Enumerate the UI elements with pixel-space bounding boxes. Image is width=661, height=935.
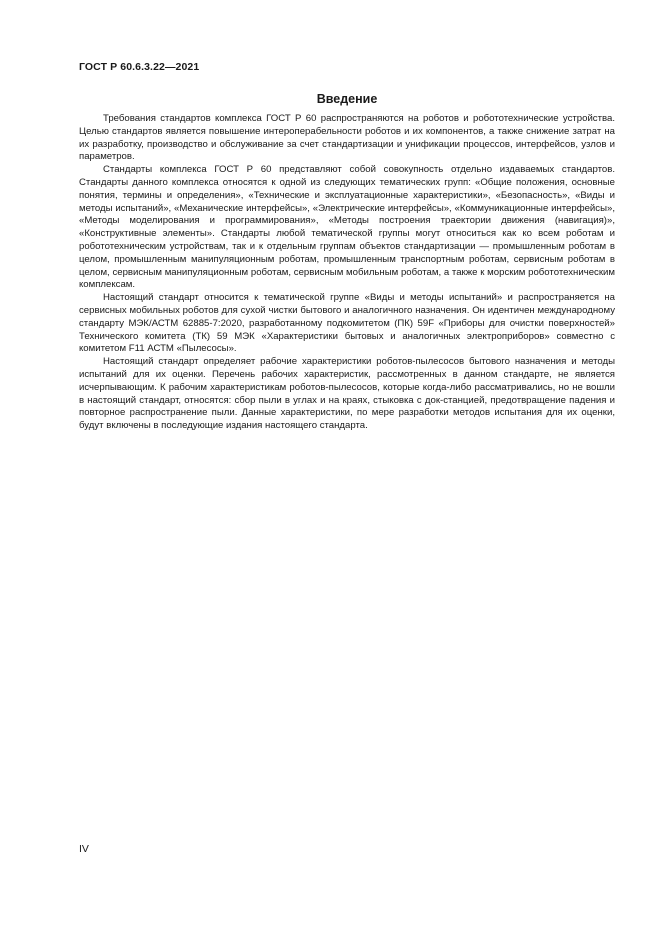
paragraph-scope: Настоящий стандарт относится к тематической группе «Виды и методы испытаний» и распространяется на сервисных мобильных роботов для сухой чистки бытового и аналогичного назначения. Он идентичен международному стандарту МЭК/АСТМ 62885-7:2020, разработанному подкомитетом (ПК) 59F «Приборы для очистки поверхностей» Технического комитета (ТК) 59 МЭК «Характеристики бытовых и аналогичных электроприборов» совместно с комитетом F11 АСТМ «Пылесосы».: [79, 292, 615, 355]
paragraph-characteristics: Настоящий стандарт определяет рабочие характеристики роботов-пылесосов бытового назначения и методы испытаний для их оценки. Перечень рабочих характеристик, рассмотренных в данном стандарте, не является исчерпывающим. К рабочим характеристикам роботов-пылесосов, которые когда-либо рассматривались, но не вошли в настоящий стандарт, относятся: сбор пыли в углах и на краях, стыковка с док-станцией, предотвращение падения и повторное распространение пыли. Данные характеристики, по мере разработки методов испытания для их оценки, будут включены в последующие издания настоящего стандарта.: [79, 356, 615, 432]
paragraph-groups: Стандарты комплекса ГОСТ Р 60 представляют собой совокупность отдельно издаваемых стандартов. Стандарты данного комплекса относятся к одной из следующих тематических групп: «Общие положения, основные понятия, термины и определения», «Технические и эксплуатационные характеристики», «Безопасность», «Виды и методы испытаний», «Механические интерфейсы», «Электрические интерфейсы», «Коммуникационные интерфейсы», «Методы моделирования и программирования», «Методы построения траектории движения (навигация)», «Конструктивные элементы». Стандарты любой тематической группы могут относиться как ко всем роботам и робототехническим устройствам, так и к отдельным группам объектов стандартизации — промышленным роботам в целом, промышленным манипуляционным роботам, промышленным транспортным роботам, сервисным роботам в целом, сервисным манипуляционным роботам, сервисным мобильным роботам, а также к морским робототехническим комплексам.: [79, 164, 615, 291]
page-number: IV: [79, 843, 89, 855]
paragraph-intro: Требования стандартов комплекса ГОСТ Р 60 распространяются на роботов и робототехнические устройства. Целью стандартов является повышение интероперабельности роботов и их компонентов, а также снижение затрат на их разработку, производство и обслуживание за счет стандартизации и унификации процессов, интерфейсов, узлов и параметров.: [79, 113, 615, 163]
body-text: [79, 113, 615, 433]
section-title: Введение: [316, 92, 378, 106]
standard-code-header: ГОСТ Р 60.6.3.22—2021: [79, 61, 200, 73]
